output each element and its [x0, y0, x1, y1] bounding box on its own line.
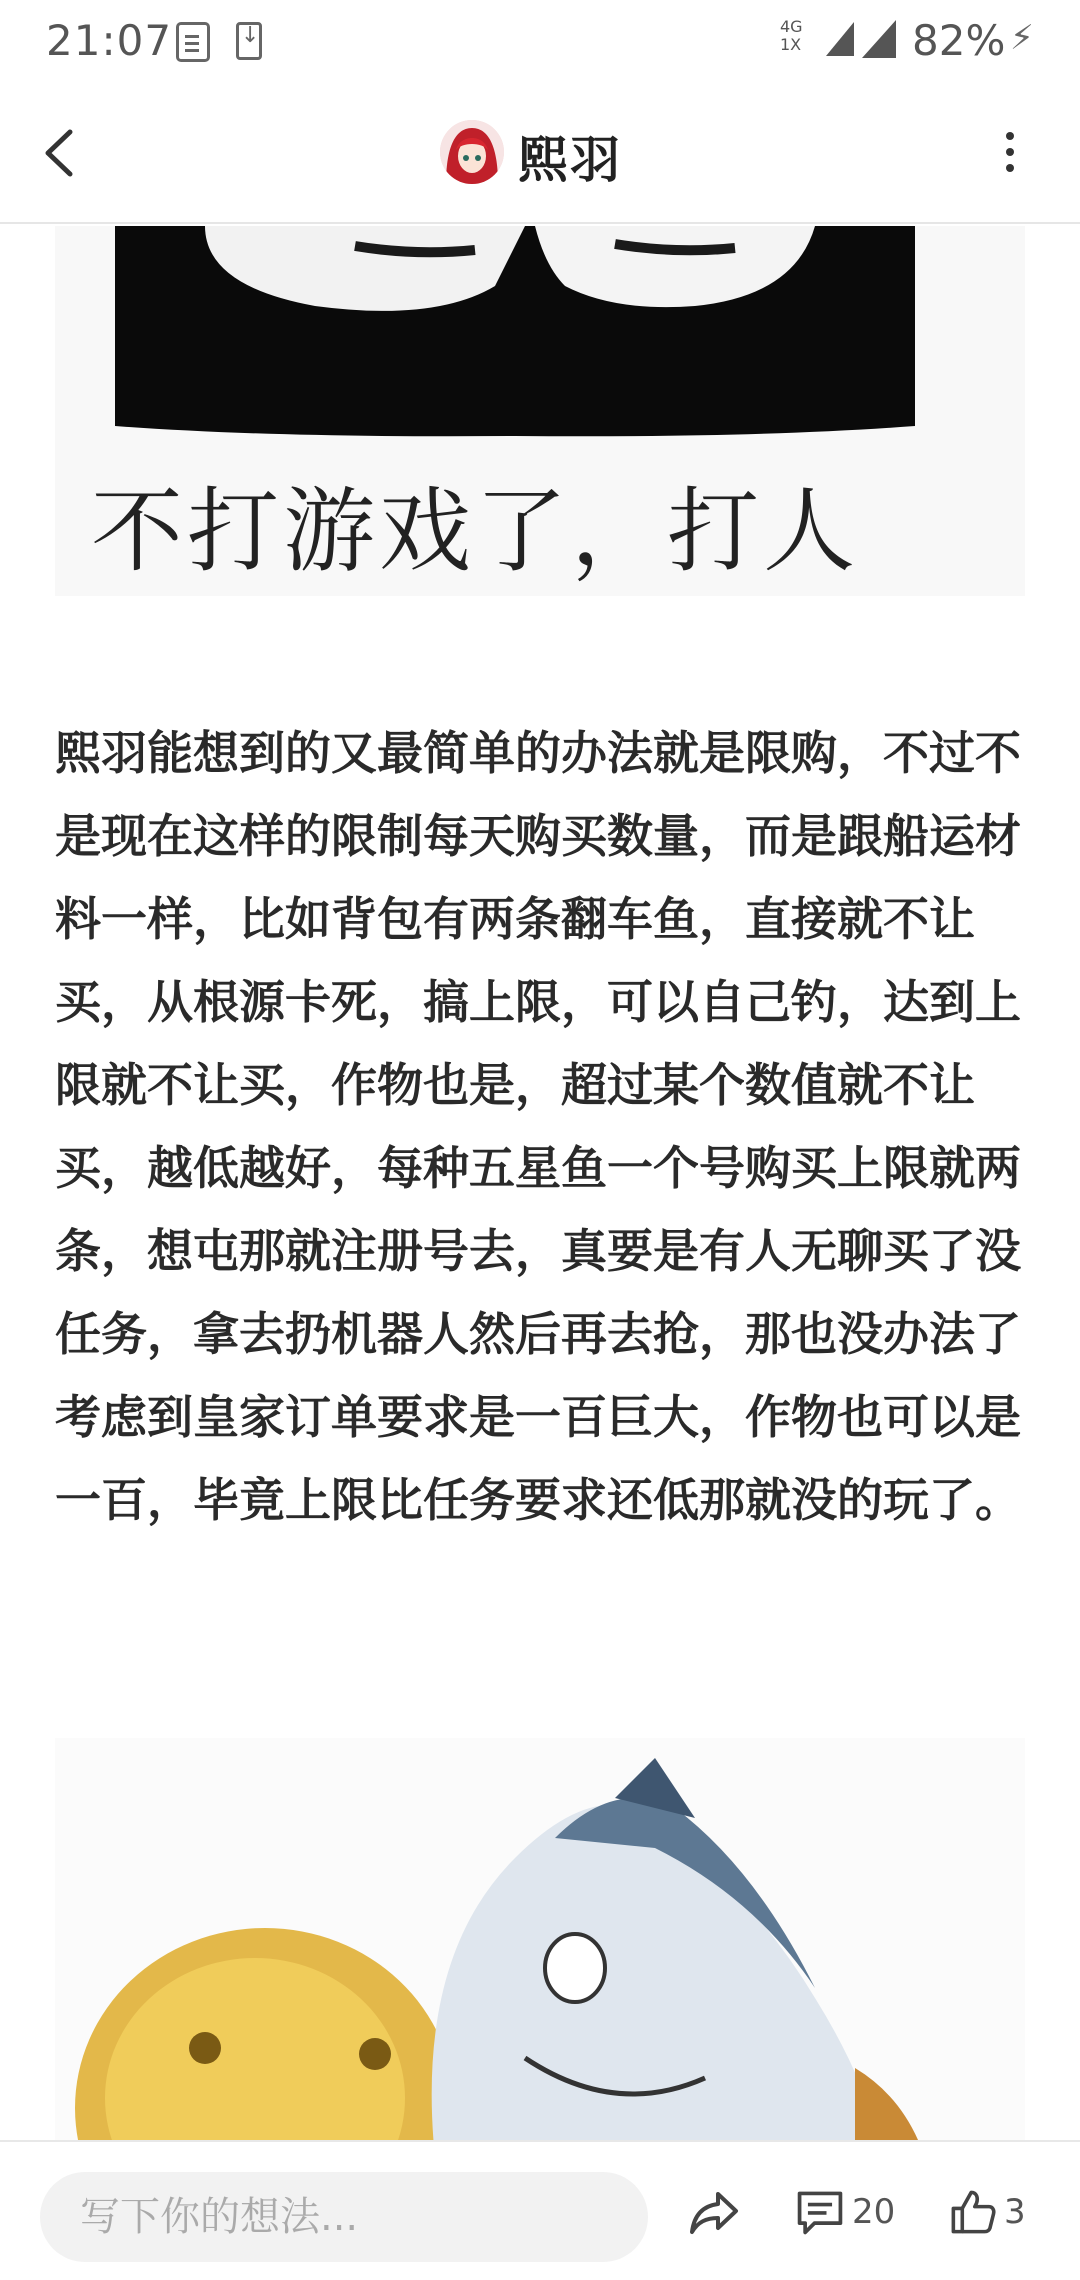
bottom-action-bar [0, 2140, 1080, 2280]
comment-count: 20 [852, 2192, 896, 2232]
article-paragraph: 考虑到皇家订单要求是一百巨大，作物也可以是一百，毕竟上限比任务要求还低那就没的玩了。 [55, 1390, 1021, 1527]
more-button[interactable] [990, 126, 1030, 186]
document-icon [176, 22, 210, 62]
more-vertical-icon [990, 132, 1030, 172]
meme-image-bottom[interactable] [55, 1738, 1025, 2140]
author-name[interactable]: 熙羽 [518, 131, 622, 189]
like-count: 3 [1004, 2192, 1026, 2232]
article-body [55, 712, 1025, 1542]
signal-icon [826, 22, 854, 56]
share-icon [686, 2184, 742, 2240]
avatar[interactable] [440, 120, 504, 184]
app-header [0, 82, 1080, 224]
meme-caption: 不打游戏了，打人 [91, 478, 860, 585]
comment-icon [794, 2186, 846, 2238]
network-type [780, 18, 803, 54]
status-time: 21:07 [46, 16, 173, 65]
like-icon [948, 2187, 998, 2237]
back-arrow-icon [30, 118, 94, 188]
network-bottom-label: 1X [780, 35, 802, 54]
article-paragraph: 熙羽能想到的又最简单的办法就是限购，不过不是现在这样的限制每天购买数量，而是跟船运材料一样，比如背包有两条翻车鱼，直接就不让买，从根源卡死，搞上限，可以自己钓，达到上限就不让买，作物也是，超过某个数值就不让买，越低越好，每种五星鱼一个号购买上限就两条，想屯那就注册号去，真要是有人无聊买了没任务，拿去扔机器人然后再去抢，那也没办法了 [55, 726, 1021, 1361]
status-bar [0, 0, 1080, 82]
share-button[interactable] [686, 2184, 742, 2240]
download-icon [236, 22, 262, 60]
comment-button[interactable] [794, 2180, 895, 2244]
like-button[interactable] [948, 2180, 1026, 2244]
charging-icon: ⚡ [1010, 18, 1034, 58]
network-top-label: 4G [780, 17, 803, 36]
article-content[interactable] [0, 226, 1080, 2140]
battery-percent: 82% [912, 16, 1006, 65]
signal-strength-icon [862, 20, 896, 58]
meme-image-top[interactable] [55, 226, 1025, 596]
comment-input[interactable] [40, 2172, 648, 2262]
back-button[interactable] [30, 118, 94, 188]
